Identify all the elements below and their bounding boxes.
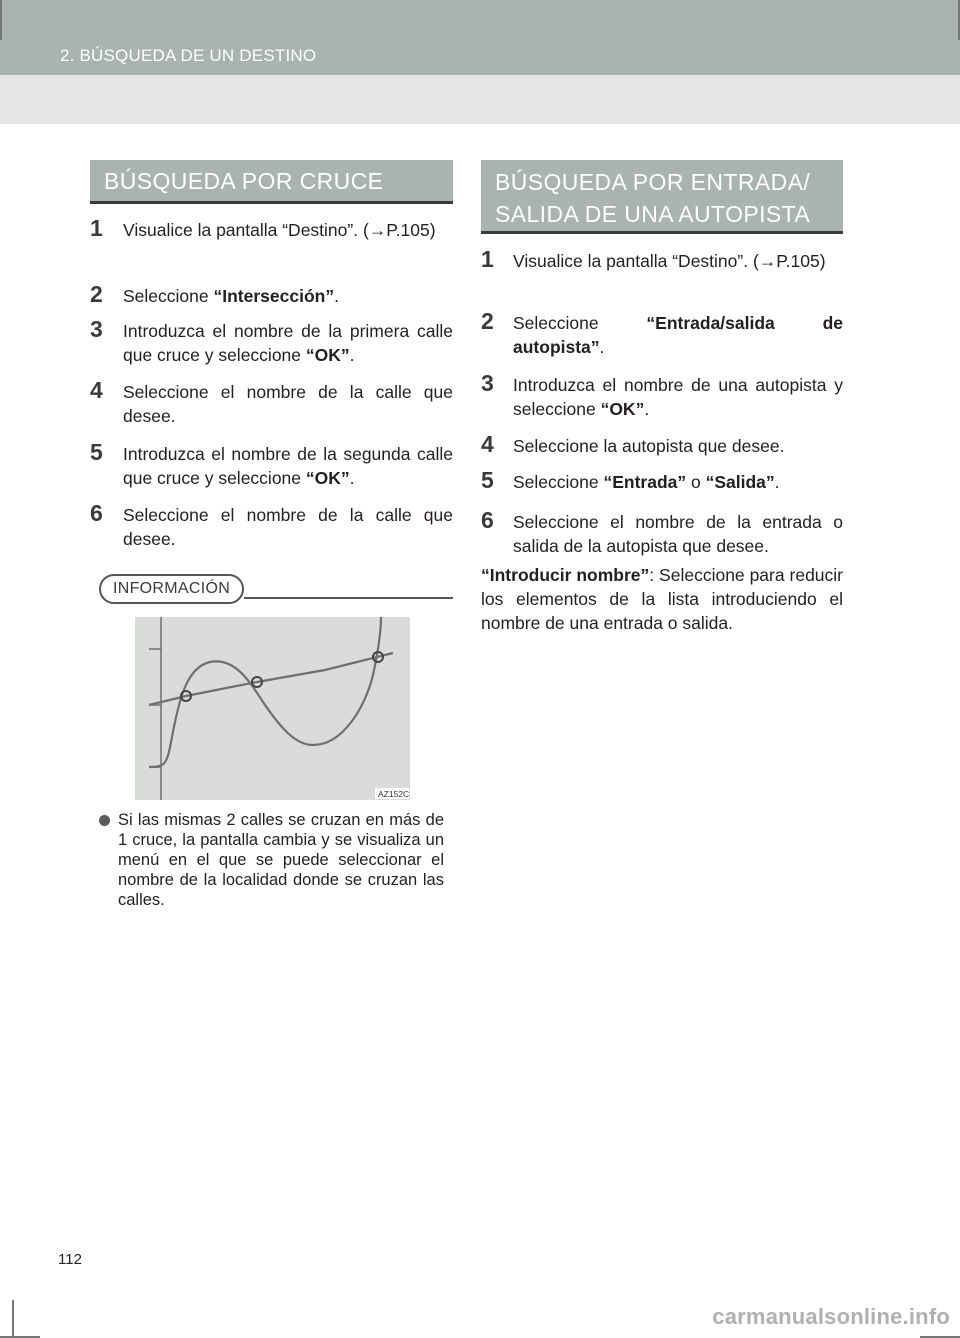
step-number: 1 (90, 215, 103, 241)
step-4 (90, 377, 453, 428)
step-text: Seleccione “Entrada/salida de autopista”. (513, 313, 843, 357)
step-number: 3 (481, 370, 494, 396)
section-title-line-1: BÚSQUEDA POR ENTRADA/ (495, 169, 811, 195)
step-3 (481, 370, 843, 421)
crop-mark (12, 1300, 14, 1338)
step-number: 6 (481, 507, 494, 533)
step-6 (481, 507, 843, 558)
step-1 (481, 246, 843, 273)
step-text: Seleccione el nombre de la calle que desee. (123, 505, 453, 549)
step-5 (481, 467, 843, 494)
step-number: 4 (90, 377, 103, 403)
info-badge: INFORMACIÓN (99, 574, 244, 604)
step-2 (90, 281, 453, 308)
step-text: Seleccione la autopista que desee. (513, 436, 785, 456)
step-text: Visualice la pantalla “Destino”. (→P.105) (513, 251, 826, 271)
step-text: Seleccione el nombre de la entrada o salida de la autopista que desee. (513, 512, 843, 556)
step-number: 4 (481, 431, 494, 457)
page-number: 112 (58, 1251, 82, 1268)
bullet-dot (99, 815, 110, 826)
section-title-autopista (481, 160, 843, 234)
step-number: 2 (481, 308, 494, 334)
step-text: Introduzca el nombre de una autopista y seleccione “OK”. (513, 375, 843, 419)
crop-mark (0, 0, 2, 40)
intersection-figure (135, 617, 410, 800)
chapter-title: 2. BÚSQUEDA DE UN DESTINO (60, 46, 317, 65)
step-number: 1 (481, 246, 494, 272)
watermark: carmanualsonline.info (712, 1304, 950, 1329)
step-text: Seleccione “Intersección”. (123, 286, 339, 306)
note-term: “Introducir nombre” (481, 565, 650, 585)
step-text: Introduzca el nombre de la primera calle que cruce y seleccione “OK”. (123, 321, 453, 365)
introducir-nombre-note (481, 563, 843, 635)
section-title-line-2: SALIDA DE UNA AUTOPISTA (495, 201, 811, 227)
step-6 (90, 500, 453, 551)
figure-code: AZ152C (378, 789, 410, 799)
step-text: Introduzca el nombre de la segunda calle que cruce y seleccione “OK”. (123, 444, 453, 488)
step-text: Seleccione el nombre de la calle que desee. (123, 382, 453, 426)
step-1 (90, 215, 453, 242)
step-number: 2 (90, 281, 103, 307)
bullet-text: Si las mismas 2 calles se cruzan en más de 1 cruce, la pantalla cambia y se visualiza un menú en el que se puede seleccionar el nombre de la localidad donde se cruzan las calles. (118, 811, 444, 909)
step-number: 5 (90, 439, 103, 465)
step-text: Seleccione “Entrada” o “Salida”. (513, 472, 780, 492)
section-title-text: BÚSQUEDA POR CRUCE (104, 168, 384, 194)
step-3 (90, 316, 453, 367)
section-title-cruce (90, 160, 453, 204)
step-number: 5 (481, 467, 494, 493)
note-text: : Seleccione para reducir los elementos de la lista introduciendo el nombre de una entrada o salida. (481, 565, 844, 633)
info-rule (244, 597, 453, 599)
step-number: 3 (90, 316, 103, 342)
figure-background (135, 617, 410, 800)
step-number: 6 (90, 500, 103, 526)
step-4 (481, 431, 843, 458)
step-5 (90, 439, 453, 490)
step-text: Visualice la pantalla “Destino”. (→P.105) (123, 220, 436, 240)
info-bullet (99, 810, 444, 910)
step-2 (481, 308, 843, 359)
